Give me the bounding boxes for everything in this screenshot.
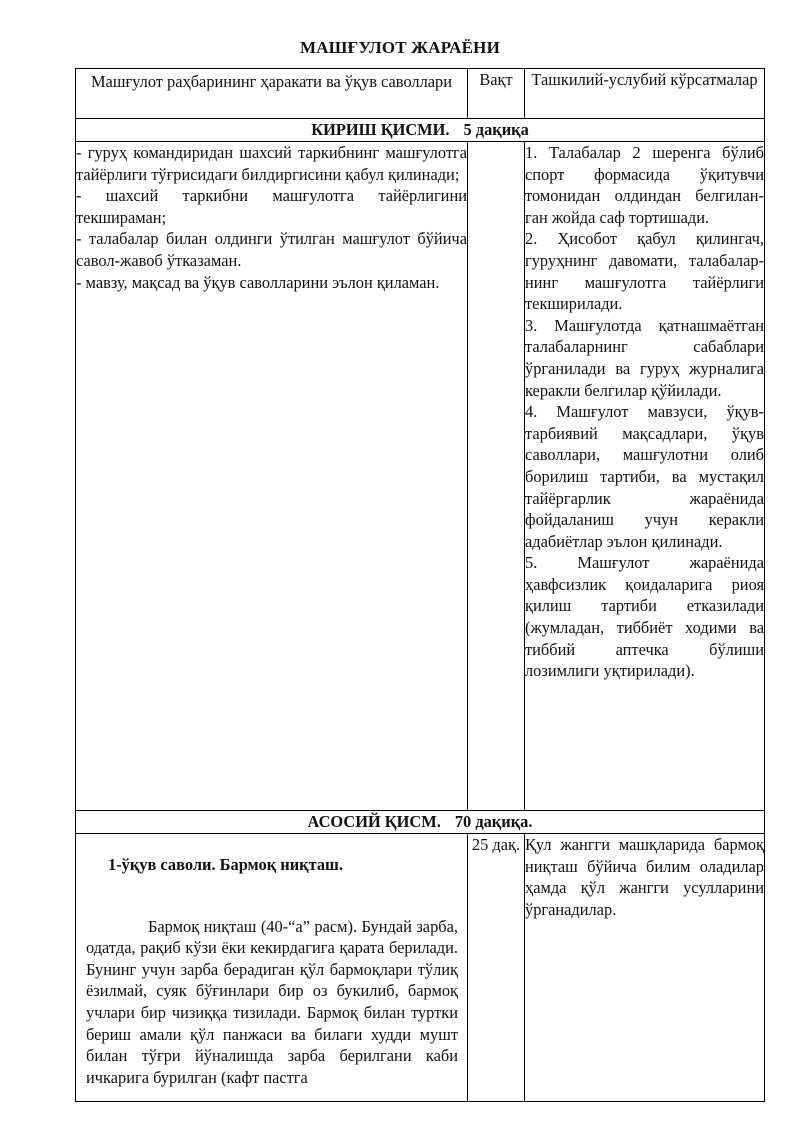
main-content-row	[76, 834, 765, 1102]
question-title: 1-ўқув саволи. Бармоқ ниқташ.	[108, 855, 343, 874]
intro-instructions	[525, 142, 765, 811]
table-header-row	[76, 69, 765, 119]
main-leader-actions	[76, 834, 468, 1102]
intro-leader-actions	[76, 142, 468, 811]
list-item: - гуруҳ командиридан шахсий таркибнинг машғулотга тайёрлиги тўғрисидаги билдиргисини қабул қилинади;	[76, 143, 467, 184]
header-instructions: Ташкилий-услубий кўрсатмалар	[525, 69, 765, 119]
list-item: 3. Машғулотда қатнашмаётган талабаларнинг сабаблари ўрганилади ва гуруҳ журналига керакли белгилар қўйилади.	[525, 315, 764, 400]
intro-section-row	[76, 119, 765, 142]
list-item: - шахсий таркибни машғулотга тайёрлигини текшираман;	[76, 186, 467, 227]
list-item: 1. Талабалар 2 шеренга бўлиб спорт формасида ўқитувчи томонидан олдиндан белгилан-ган жойда саф тортишади.	[525, 143, 764, 227]
list-item: - талабалар билан олдинги ўтилган машғулот бўйича савол-жавоб ўтказаман.	[76, 229, 467, 270]
header-time: Вақт	[468, 69, 525, 119]
main-section-title: АСОСИЙ ҚИСМ. 70 дақиқа.	[76, 811, 765, 834]
list-item: 5. Машғулот жараёнида ҳавфсизлик қоидаларига риоя қилиш тартиби етказилади (жумладан, тиббиёт ходими ва тиббий аптечка бўлиши лозимлиги уқтирилади).	[525, 553, 764, 681]
lesson-table	[75, 68, 765, 1102]
header-leader-actions: Машғулот раҳбарининг ҳаракати ва ўқув саволлари	[76, 69, 468, 119]
page-title: МАШҒУЛОТ ЖАРАЁНИ	[299, 38, 501, 57]
list-item: 4. Машғулот мавзуси, ўқув-тарбиявий мақсадлари, ўқув саволлари, машғулотни олиб борилиш тартиби, ва мустақил тайёргарлик жараёнида фойдаланиш учун керакли адабиётлар эълон қилинади.	[525, 402, 764, 551]
intro-section-title: КИРИШ ҚИСМИ. 5 дақиқа	[76, 119, 765, 142]
intro-content-row	[76, 142, 765, 811]
list-item: 2. Ҳисобот қабул қилингач, гуруҳнинг давомати, талабалар-нинг машғулотга тайёрлиги текширилади.	[525, 229, 764, 314]
list-item: - мавзу, мақсад ва ўқув саволларини эълон қиламан.	[76, 272, 440, 292]
main-time: 25 дақ.	[468, 834, 525, 1102]
main-section-row	[76, 811, 765, 834]
main-instructions: Қул жангги машқларида бармоқ ниқташ бўйича билим оладилар ҳамда қўл жангги усулларини ўрганадилар.	[525, 834, 765, 1102]
intro-time	[468, 142, 525, 811]
question-text: Бармоқ ниқташ (40-“а” расм). Бундай зарба, одатда, рақиб кўзи ёки кекирдагига қарата берилади. Бунинг учун зарба берадиган қўл бармоқлари тўлиқ ёзилмай, суяк бўғинлари бир оз букилиб, бармоқ учлари бир чизиққа тизилади. Бармоқ билан туртки бериш амали қўл панжаси ва билаги худди мушт билан тўғри йўналишда зарба берилгани каби ичкарига бурилган (кафт пастга	[86, 916, 458, 1087]
